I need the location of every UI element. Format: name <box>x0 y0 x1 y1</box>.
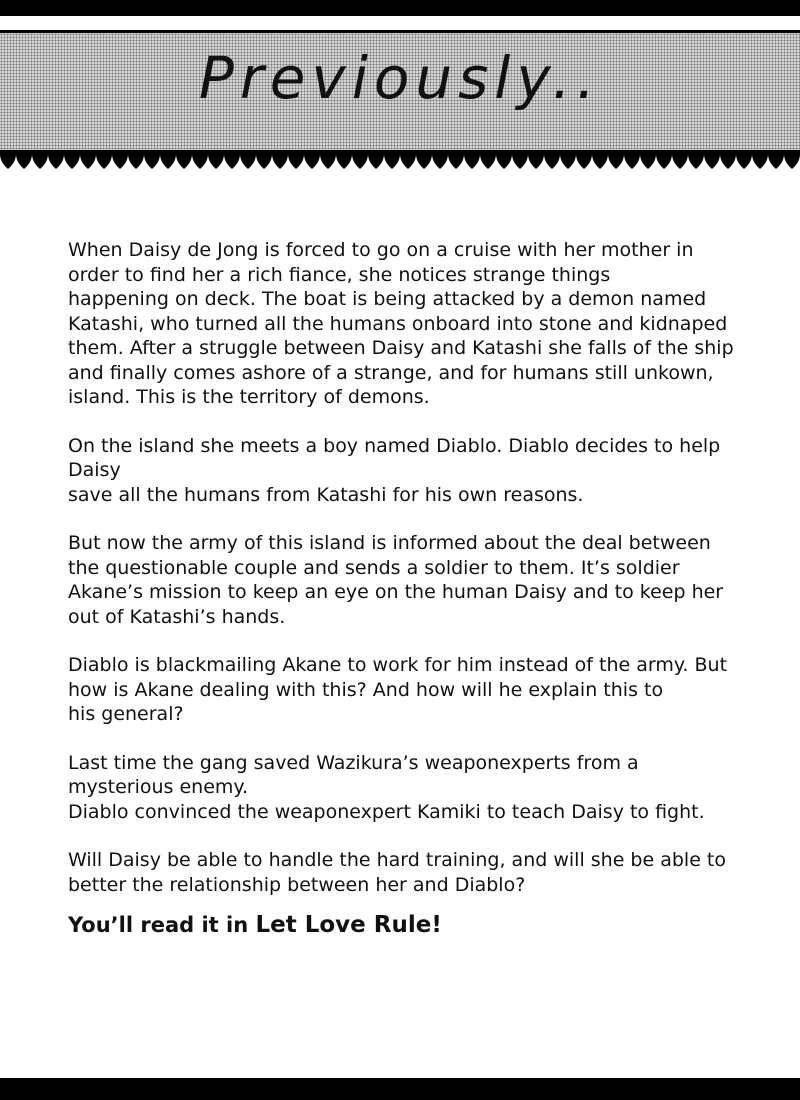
series-title: Let Love Rule! <box>255 912 442 938</box>
story-paragraph-1: When Daisy de Jong is forced to go on a cruise with her mother in order to find her a rich fiance, she notices strange things happening on deck. The boat is being attacked by a demon named Katashi, who turned all the humans onboard into stone and kidnaped them. After a struggle between Daisy and Katashi she falls of the ship and finally comes ashore of a strange, and for humans still unkown, island. This is the territory of demons. <box>68 239 734 408</box>
closing-tagline <box>68 912 442 938</box>
scalloped-border <box>0 150 800 170</box>
tagline-prefix: You’ll read it in <box>68 913 256 937</box>
story-paragraph-4: Diablo is blackmailing Akane to work for him instead of the army. But how is Akane dealing with this? And how will he explain this to his general? <box>68 654 728 725</box>
page-title: Previously.. <box>198 44 602 112</box>
story-paragraph-2: On the island she meets a boy named Diablo. Diablo decides to help Daisy save all the humans from Katashi for his own reasons. <box>68 434 721 506</box>
bottom-border-bar <box>0 1078 800 1100</box>
story-summary <box>68 238 748 921</box>
story-paragraph-5: Last time the gang saved Wazikura’s weaponexperts from a mysterious enemy. Diablo convinced the weaponexpert Kamiki to teach Daisy to fight. <box>68 751 705 823</box>
story-paragraph-6: Will Daisy be able to handle the hard training, and will she be able to better the relationship between her and Diablo? <box>68 849 727 896</box>
top-border-bar <box>0 0 800 16</box>
story-paragraph-3: But now the army of this island is informed about the deal between the questionable couple and sends a soldier to them. It’s soldier Akane’s mission to keep an eye on the human Daisy and to keep her out of Katashi’s hands. <box>68 532 724 628</box>
